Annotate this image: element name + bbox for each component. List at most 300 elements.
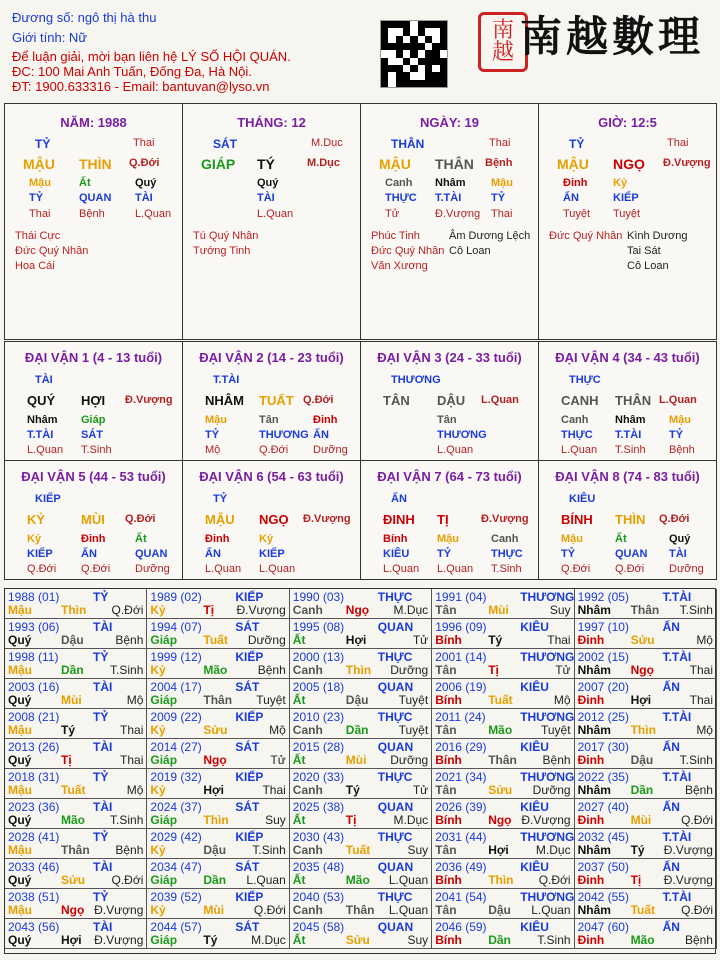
year-branch: Thìn [203,813,229,827]
year-life-stage: Dưỡng [390,663,429,677]
year-star: ẤN [662,620,680,634]
year-branch: Tị [345,813,357,827]
year-branch: Tuất [345,843,371,857]
year-star: T.TÀI [662,890,692,904]
hidden-stem: Mậu [437,533,459,545]
pillar-branch: TÝ [257,156,275,172]
year-life-stage: Suy [265,813,286,827]
year-stem: Bính [435,633,462,647]
life-stage: Tuyệt [563,208,591,220]
pillar-branch-state: Q.Đới [129,157,160,169]
year-cell [5,679,147,709]
year-stem: Quý [8,693,32,707]
year-star: T.TÀI [662,650,692,664]
year-stem: Quý [8,753,32,767]
year-label: 1995 (08) [292,620,345,634]
year-branch: Mão [61,813,85,827]
year-stem: Tân [435,783,457,797]
year-life-stage: Q.Đới [253,903,286,917]
year-cell [147,829,289,859]
dai-van-branch-state: Đ.Vượng [303,513,351,525]
year-star: TÀI [93,800,113,814]
hidden-stem: Bính [383,533,408,545]
year-branch: Dần [345,723,369,737]
pillar-branch: THÌN [79,156,112,172]
year-star: SÁT [235,920,260,934]
life-stage: Mộ [205,444,221,456]
life-stage: Thai [491,208,513,220]
life-stage: L.Quan [205,563,242,575]
year-label: 2035 (48) [292,860,345,874]
year-stem: Tân [435,723,457,737]
year-label: 2021 (34) [435,770,487,784]
year-star: KIẾP [235,770,264,784]
year-label: 2030 (43) [292,830,345,844]
hidden-stem: Quý [135,177,157,189]
year-star: TÀI [93,860,113,874]
year-stem: Kỷ [150,723,166,737]
year-life-stage: Thai [547,633,571,647]
pillar-star: SÁT [213,137,237,151]
year-cell [575,739,717,769]
year-branch: Tý [630,843,645,857]
year-life-stage: Thai [262,783,286,797]
year-label: 2029 (42) [150,830,202,844]
year-branch: Tuất [203,633,228,647]
pillar-title: GIỜ: 12:5 [598,115,657,130]
year-branch: Tuất [630,903,656,917]
pillar-star: THÂN [391,137,425,151]
hidden-stem: Mậu [205,414,227,426]
year-branch: Hợi [61,933,82,947]
year-cell [575,859,717,889]
life-stage: L.Quan [561,444,598,456]
year-cell [5,619,147,649]
year-life-stage: Đ.Vượng [663,873,713,887]
year-stem: Canh [292,603,323,617]
year-cell [432,829,574,859]
hidden-stem: Kỷ [613,177,628,189]
year-life-stage: Bệnh [115,843,144,857]
hidden-stem: Ất [135,533,147,545]
hidden-star: THỰC [385,192,417,204]
year-cell [290,619,432,649]
year-branch: Dần [203,873,227,887]
year-life-stage: L.Quan [246,873,286,887]
year-stem: Quý [8,933,32,947]
year-star: KIẾP [235,650,264,664]
special-star: Tú Quý Nhân [193,230,259,242]
year-star: KIẾP [235,830,264,844]
year-life-stage: Q.Đới [111,873,144,887]
dai-van-branch-state: Đ.Vượng [125,394,173,406]
hidden-star: TỶ [205,429,220,441]
year-branch: Sửu [488,783,513,797]
year-star: THỰC [377,830,413,844]
dai-van-branch-state: L.Quan [659,394,697,406]
hidden-star: KIÊU [383,548,410,560]
dai-van-star: KIÊU [569,493,596,505]
year-star: QUAN [377,860,414,874]
year-star: THƯƠNG [520,890,575,904]
year-label: 2025 (38) [292,800,345,814]
year-label: 2024 (37) [150,800,202,814]
hidden-stem: Đinh [205,533,230,545]
year-star: THƯƠNG [520,650,575,664]
year-cell [5,739,147,769]
year-label: 2033 (46) [8,860,60,874]
hidden-stem: Tân [437,414,457,426]
year-stem: Giáp [150,633,178,647]
year-cell [432,799,574,829]
year-life-stage: Đ.Vượng [663,843,713,857]
year-stem: Nhâm [577,843,611,857]
year-label: 2039 (52) [150,890,202,904]
year-star: QUAN [377,680,414,694]
year-cell [290,739,432,769]
year-life-stage: Dưỡng [247,633,286,647]
year-stem: Kỷ [150,843,166,857]
year-cell [290,859,432,889]
year-star: T.TÀI [662,710,692,724]
year-life-stage: Tử [270,753,286,767]
life-stage: L.Quan [27,444,64,456]
year-cell [432,919,574,949]
year-life-stage: T.Sinh [110,663,144,677]
year-label: 2022 (35) [577,770,629,784]
year-star: THỰC [377,650,413,664]
year-label: 1991 (04) [435,590,487,604]
hidden-stem: Nhâm [27,414,58,426]
dai-van-2 [182,341,361,461]
year-star: TÀI [93,740,113,754]
year-cell [5,769,147,799]
year-cell [147,649,289,679]
year-star: THƯƠNG [520,590,575,604]
year-branch: Ngọ [488,813,512,827]
year-label: 2013 (26) [8,740,60,754]
pillar-star: TỶ [35,137,51,151]
year-life-stage: Q.Đới [681,903,713,917]
year-label: 2027 (40) [577,800,629,814]
year-star: TÀI [93,920,113,934]
year-star: THƯƠNG [520,830,575,844]
year-stem: Quý [8,633,32,647]
year-branch: Dậu [203,843,227,857]
year-label: 2003 (16) [8,680,60,694]
year-stem: Bính [435,753,462,767]
year-stem: Giáp [150,873,178,887]
year-label: 2018 (31) [8,770,60,784]
hidden-star: SÁT [81,429,103,441]
hidden-stem: Đinh [81,533,106,545]
dai-van-star: T.TÀI [213,374,240,386]
year-branch: Tuất [488,693,513,707]
pillar-stem: GIÁP [201,156,236,172]
year-life-stage: Mộ [553,693,571,707]
year-star: TỶ [93,830,109,844]
hidden-stem: Mậu [29,177,51,189]
year-label: 2017 (30) [577,740,629,754]
year-cell [147,679,289,709]
hidden-stem: Ất [79,177,91,189]
year-cell [147,919,289,949]
year-branch: Tị [203,603,215,617]
year-cell [290,889,432,919]
year-star: SÁT [235,680,260,694]
hidden-star: TỶ [669,429,684,441]
year-stem: Mậu [8,843,32,857]
dai-van-star: TỶ [213,493,228,505]
year-stem: Tân [435,603,457,617]
year-star: SÁT [235,800,260,814]
contact-line[interactable]: Để luận giải, mời bạn liên hệ LÝ SỐ HỘI QUÁN. [12,49,291,64]
year-stem: Bính [435,933,462,947]
life-stage: Tuyệt [613,208,641,220]
hidden-star: TÀI [669,548,687,560]
year-star: KIÊU [520,680,549,694]
year-label: 2045 (58) [292,920,345,934]
year-life-stage: Suy [549,603,571,617]
year-cell [147,889,289,919]
year-stem: Tân [435,663,457,677]
year-branch: Thìn [630,723,656,737]
year-star: ẤN [662,800,680,814]
year-branch: Dậu [488,903,511,917]
year-cell [432,649,574,679]
year-branch: Hợi [488,843,509,857]
special-star-alt: Kình Dương [627,230,688,242]
year-life-stage: T.Sinh [252,843,286,857]
year-life-stage: M.Dục [393,813,429,827]
year-branch: Mùi [630,813,652,827]
dai-van-branch: DẬU [437,393,466,408]
year-star: ẤN [662,740,680,754]
year-life-stage: Bệnh [115,633,144,647]
year-cell [5,919,147,949]
year-branch: Dậu [61,633,84,647]
year-label: 2019 (32) [150,770,202,784]
year-branch: Tý [203,933,218,947]
pillar-2 [182,103,361,340]
year-life-stage: Đ.Vượng [236,603,286,617]
year-label: 1997 (10) [577,620,629,634]
year-branch: Sửu [345,933,370,947]
year-stem: Canh [292,783,323,797]
year-life-stage: Suy [407,843,429,857]
year-life-stage: L.Quan [531,903,571,917]
hidden-star: THƯƠNG [437,429,487,441]
life-stage: Q.Đới [27,563,57,575]
year-cell [575,619,717,649]
life-stage: Q.Đới [561,563,591,575]
year-branch: Thìn [345,663,372,677]
year-life-stage: T.Sinh [537,933,571,947]
year-star: SÁT [235,860,260,874]
year-life-stage: Thai [689,693,713,707]
year-branch: Mão [630,933,655,947]
year-label: 2005 (18) [292,680,345,694]
year-cell [290,769,432,799]
year-label: 1990 (03) [292,590,345,604]
year-label: 2028 (41) [8,830,60,844]
dai-van-branch: TỊ [437,512,449,527]
year-branch: Ngọ [345,603,370,617]
hidden-star: KIẾP [259,548,285,560]
dai-van-stem: BÍNH [561,512,593,527]
year-branch: Mùi [345,753,367,767]
year-star: THỰC [377,590,413,604]
pillar-title: THÁNG: 12 [237,115,306,130]
hidden-star: QUAN [79,192,112,204]
year-label: 2006 (19) [435,680,487,694]
pillar-title: NĂM: 1988 [60,115,127,130]
hidden-stem: Mậu [561,533,583,545]
year-stem: Kỷ [150,663,166,677]
dai-van-star: THỰC [569,374,601,386]
year-cell [575,649,717,679]
year-branch: Thân [203,693,233,707]
dai-van-7 [360,460,539,580]
hidden-stem: Quý [257,177,279,189]
year-label: 1998 (11) [8,650,59,664]
hidden-star: KIẾP [613,192,639,204]
year-branch: Thân [61,843,90,857]
year-cell [575,589,717,619]
year-stem: Kỷ [150,903,166,917]
year-stem: Ất [292,753,306,767]
year-life-stage: T.Sinh [679,603,713,617]
hidden-stem: Ất [615,533,627,545]
year-star: T.TÀI [662,830,692,844]
year-cell [432,769,574,799]
special-star-alt: Tai Sát [627,245,661,257]
year-star: TÀI [93,680,113,694]
pillar-1 [4,103,183,340]
year-label: 2034 (47) [150,860,202,874]
year-label: 2026 (39) [435,800,487,814]
year-stem: Mậu [8,723,32,737]
year-stem: Canh [292,843,323,857]
year-cell [432,889,574,919]
life-stage: L.Quan [437,563,474,575]
year-label: 2040 (53) [292,890,345,904]
year-stem: Giáp [150,753,178,767]
year-cell [290,829,432,859]
life-stage: T.Sinh [81,444,112,456]
year-branch: Ngọ [630,663,654,677]
hidden-stem: Nhâm [615,414,646,426]
year-star: KIÊU [520,860,549,874]
dai-van-star: THƯƠNG [391,374,441,386]
year-label: 2011 (24) [435,710,486,724]
year-stem: Đinh [577,813,605,827]
dai-van-title: ĐẠI VẬN 5 (44 - 53 tuổi) [21,469,166,484]
year-stem: Đinh [577,933,605,947]
year-life-stage: Tử [412,783,429,797]
pillar-branch-state: Đ.Vượng [663,157,711,169]
qr-code-icon[interactable] [380,20,448,88]
year-label: 2041 (54) [435,890,487,904]
dai-van-6 [182,460,361,580]
year-cell [147,739,289,769]
year-life-stage: Q.Đới [681,813,713,827]
hidden-star: QUAN [135,548,168,560]
year-label: 2038 (51) [8,890,60,904]
life-stage: T.Sinh [615,444,646,456]
hidden-star: THỰC [491,548,523,560]
year-cell [575,679,717,709]
phone-email-line[interactable]: ĐT: 1900.633316 - Email: bantuvan@lyso.vn [12,79,270,94]
dai-van-branch-state: Q.Đới [303,394,334,406]
year-label: 2031 (44) [435,830,487,844]
life-stage: Q.Đới [259,444,289,456]
pillar-star: TỶ [569,137,585,151]
year-branch: Ngọ [203,753,227,767]
year-label: 2009 (22) [150,710,202,724]
year-branch: Tý [488,633,503,647]
year-cell [290,649,432,679]
year-cell [5,799,147,829]
dai-van-branch: THÌN [615,512,646,527]
hidden-stem: Canh [491,533,519,545]
dai-van-5 [4,460,183,580]
special-star: Đức Quý Nhân [371,245,445,257]
year-branch: Dần [630,783,654,797]
year-life-stage: Q.Đới [111,603,144,617]
pillar-title: NGÀY: 19 [420,115,479,130]
year-branch: Tý [345,783,360,797]
year-stem: Giáp [150,813,178,827]
year-star: TỶ [93,890,109,904]
year-star: KIÊU [520,620,549,634]
dai-van-title: ĐẠI VẬN 4 (34 - 43 tuổi) [555,350,700,365]
year-branch: Mão [203,663,228,677]
life-stage: L.Quan [257,208,294,220]
year-cell [5,709,147,739]
year-stem: Canh [292,663,323,677]
hidden-star: TÀI [135,192,153,204]
dai-van-star: KIẾP [35,493,61,505]
year-star: KIẾP [235,710,264,724]
year-stem: Canh [292,903,323,917]
hidden-stem: Quý [669,533,691,545]
year-life-stage: Đ.Vượng [94,903,144,917]
year-stem: Giáp [150,933,178,947]
year-label: 2036 (49) [435,860,487,874]
year-star: KIÊU [520,740,549,754]
year-life-stage: T.Sinh [110,813,144,827]
year-label: 2002 (15) [577,650,629,664]
year-star: THỰC [377,710,413,724]
dai-van-3 [360,341,539,461]
special-star-alt: Cô Loan [449,245,491,257]
year-star: TỶ [93,710,109,724]
year-label: 2007 (20) [577,680,629,694]
pillar-stem: MẬU [379,156,411,172]
year-cell [432,709,574,739]
year-label: 2023 (36) [8,800,60,814]
year-label: 2014 (27) [150,740,202,754]
year-star: KIÊU [520,920,549,934]
year-stem: Quý [8,873,32,887]
year-cell [575,799,717,829]
pillar-state: Thai [489,137,511,149]
year-label: 2001 (14) [435,650,487,664]
year-cell [432,619,574,649]
pillar-branch: NGỌ [613,156,645,172]
hidden-star: T.TÀI [435,192,462,204]
